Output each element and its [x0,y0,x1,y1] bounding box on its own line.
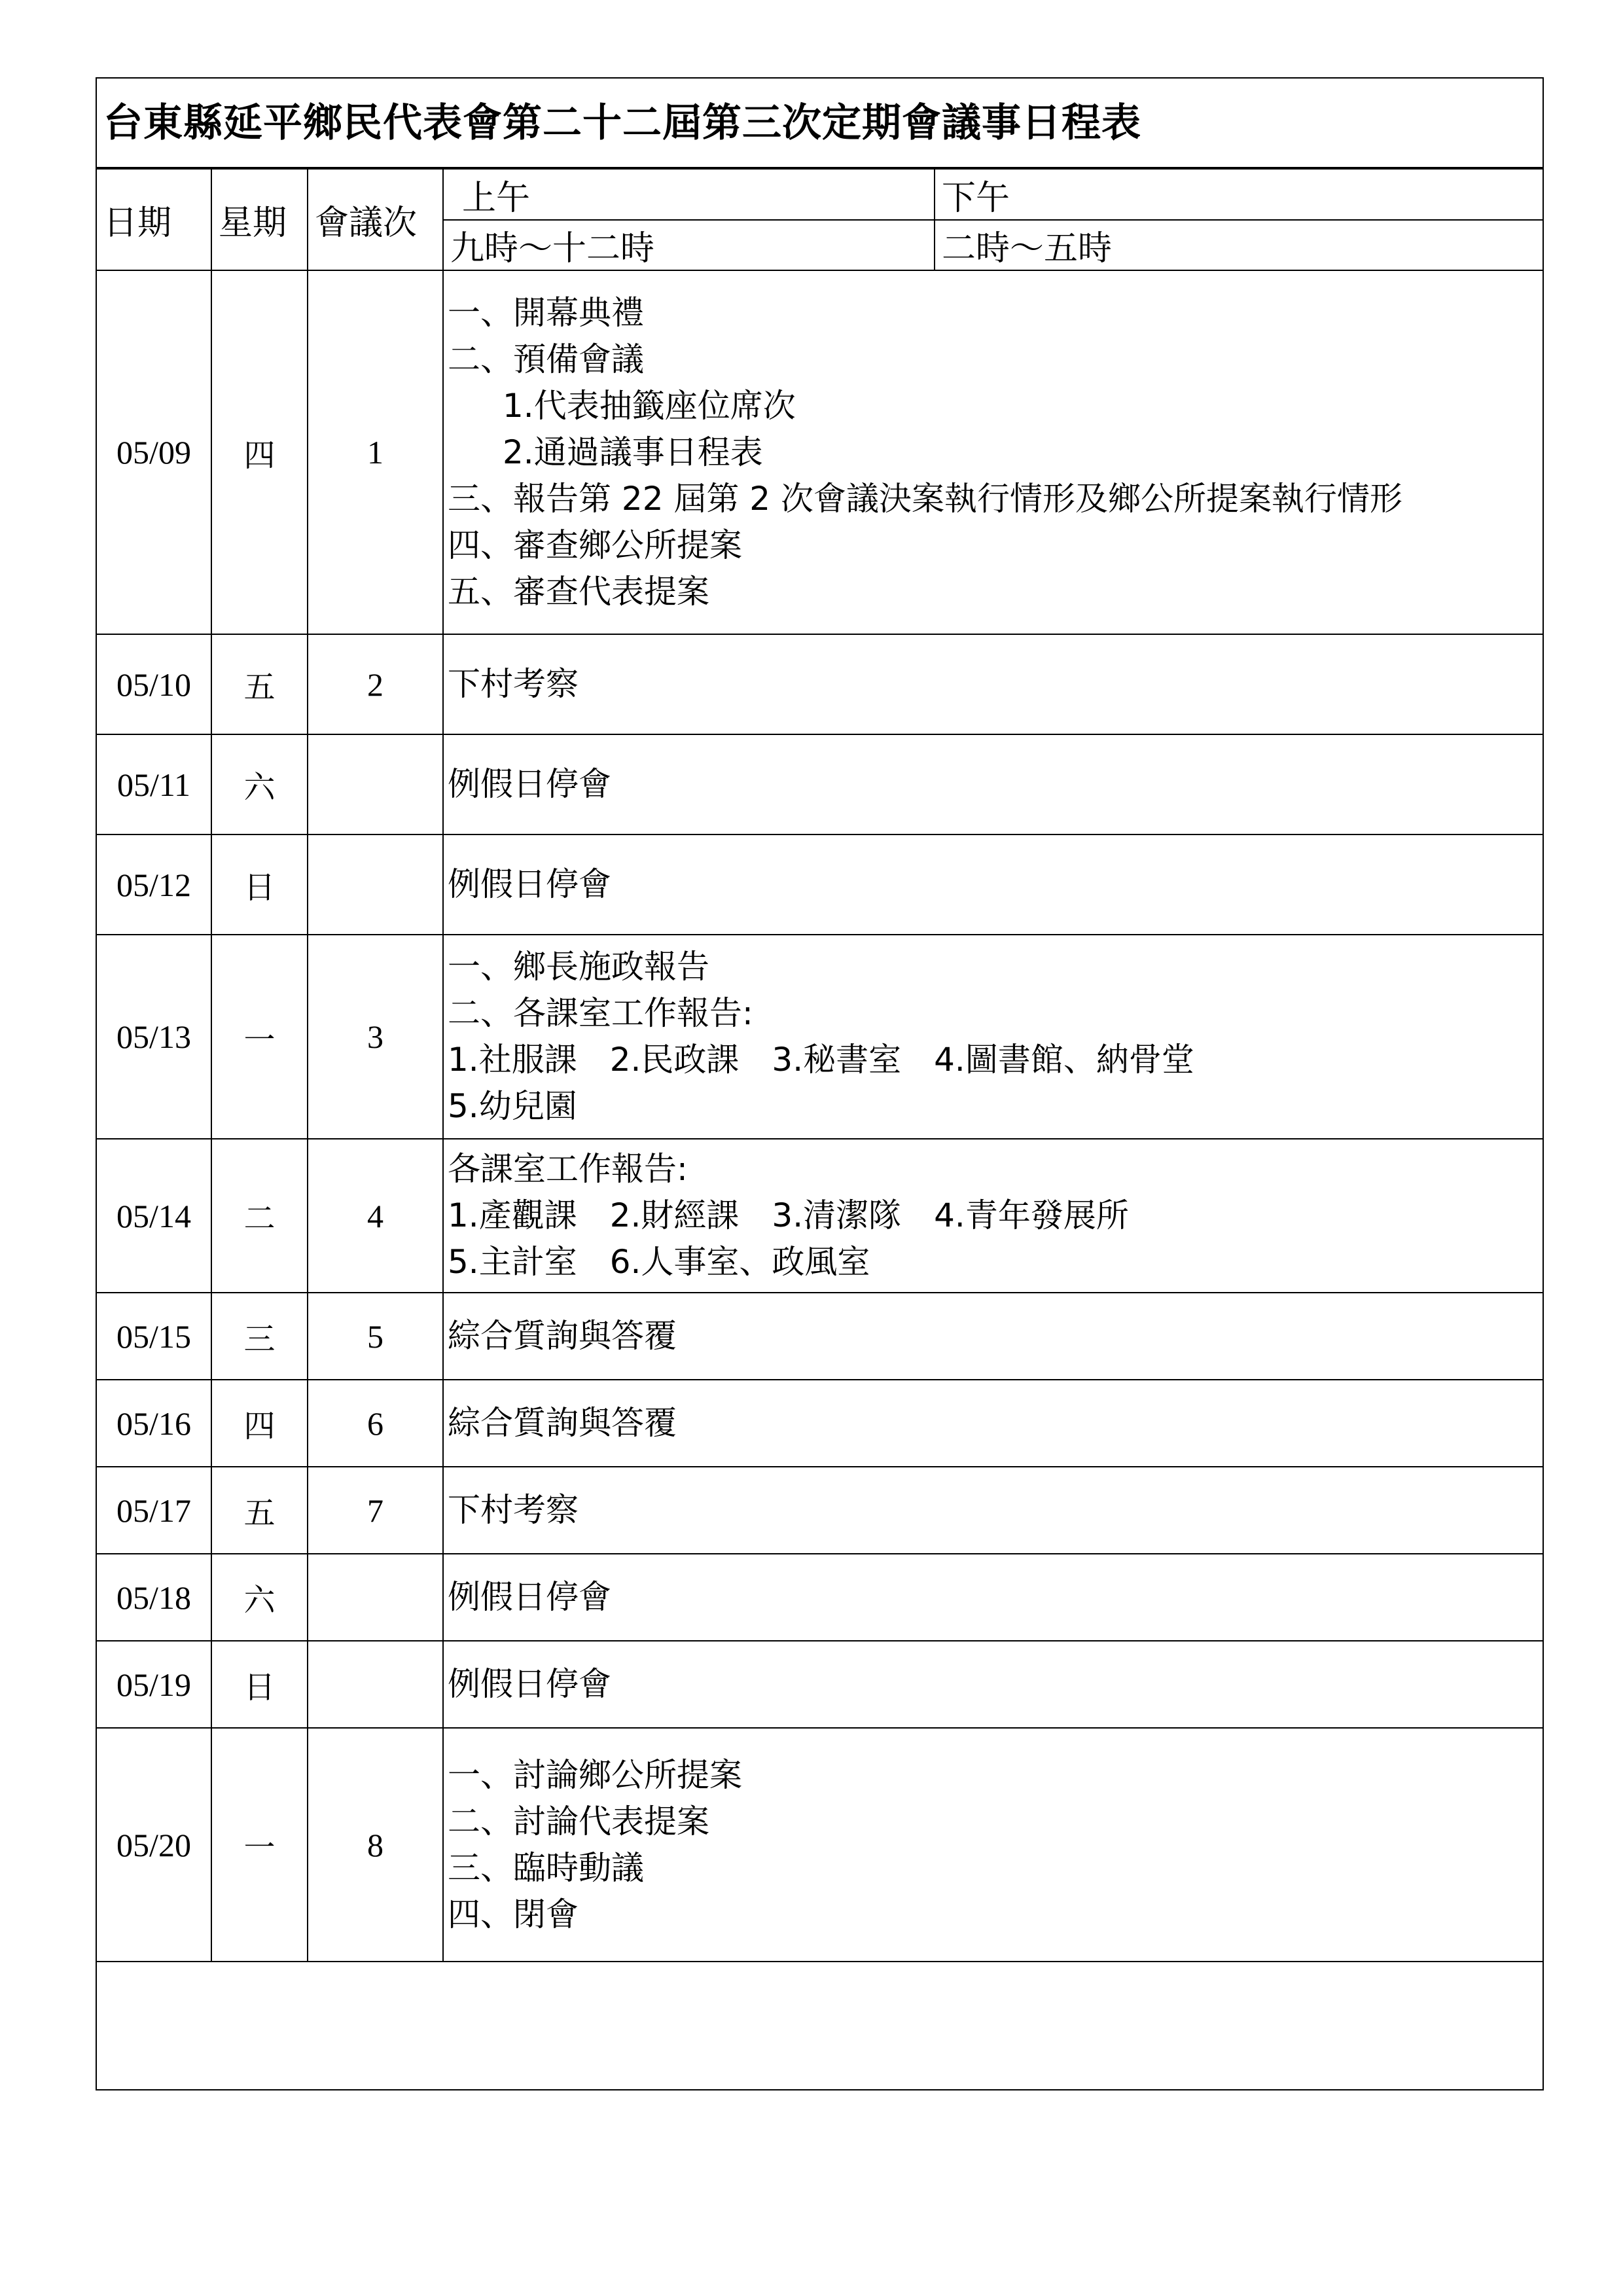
row-session: 3 [308,935,443,1139]
row-date: 05/16 [97,1380,211,1467]
row-agenda [443,935,1543,1139]
row-agenda [443,1467,1543,1554]
header-afternoon-time: 二時～五時 [935,220,1543,270]
row-weekday: 日 [211,834,308,935]
row-date: 05/20 [97,1728,211,1962]
row-date: 05/11 [97,734,211,834]
row-session [308,1554,443,1641]
agenda-line: 二、各課室工作報告: [448,994,753,1032]
row-date: 05/18 [97,1554,211,1641]
header-session: 會議次 [308,169,443,270]
agenda-line: 綜合質詢與答覆 [448,1404,677,1442]
table-row [97,1467,1543,1554]
row-weekday: 日 [211,1641,308,1728]
table-row [97,1139,1543,1293]
row-date: 05/09 [97,270,211,634]
row-session: 2 [308,634,443,734]
header-afternoon: 下午 [935,169,1543,220]
agenda-line: 一、討論鄉公所提案 [448,1755,742,1794]
row-weekday: 四 [211,1380,308,1467]
row-weekday: 四 [211,270,308,634]
agenda-line: 一、鄉長施政報告 [448,948,709,986]
agenda-line: 5.幼兒園 [448,1087,577,1125]
table-row [97,834,1543,935]
agenda-line: 例假日停會 [448,1665,611,1703]
row-session: 8 [308,1728,443,1962]
row-agenda [443,1293,1543,1380]
row-agenda [443,1554,1543,1641]
row-weekday: 二 [211,1139,308,1293]
agenda-line: 三、臨時動議 [448,1848,644,1887]
agenda-line: 例假日停會 [448,865,611,903]
row-weekday: 五 [211,1467,308,1554]
notes-row [97,1962,1543,2079]
agenda-line: 二、預備會議 [448,340,644,378]
row-session: 1 [308,270,443,634]
table-row [97,1293,1543,1380]
row-agenda [443,734,1543,834]
table-row [97,1641,1543,1728]
row-agenda [443,270,1543,634]
schedule-table [97,168,1543,2079]
row-session: 6 [308,1380,443,1467]
agenda-line: 例假日停會 [448,1578,611,1616]
table-row [97,935,1543,1139]
row-session [308,834,443,935]
table-row [97,1728,1543,1962]
row-session: 5 [308,1293,443,1380]
header-row [97,169,1543,220]
table-row [97,734,1543,834]
agenda-line: 四、審查鄉公所提案 [448,526,742,564]
agenda-line: 五、審查代表提案 [448,572,709,611]
agenda-line: 1.社服課 2.民政課 3.秘書室 4.圖書館、納骨堂 [448,1041,1194,1079]
row-weekday: 三 [211,1293,308,1380]
header-date: 日期 [97,169,211,270]
agenda-line: 5.主計室 6.人事室、政風室 [448,1243,870,1281]
row-session [308,734,443,834]
document-title: 台東縣延平鄉民代表會第二十二屆第三次定期會議事日程表 [97,79,1543,168]
schedule-document [96,77,1544,2090]
agenda-line: 綜合質詢與答覆 [448,1317,677,1355]
row-agenda [443,1139,1543,1293]
row-agenda [443,1641,1543,1728]
row-agenda [443,1380,1543,1467]
row-agenda [443,1728,1543,1962]
agenda-line: 下村考察 [448,665,579,703]
table-row [97,1380,1543,1467]
agenda-line: 四、閉會 [448,1895,579,1933]
agenda-line: 例假日停會 [448,765,611,803]
row-session [308,1641,443,1728]
header-weekday: 星期 [211,169,308,270]
agenda-line: 三、報告第 22 屆第 2 次會議決案執行情形及鄉公所提案執行情形 [448,479,1403,518]
row-weekday: 一 [211,935,308,1139]
agenda-line: 1.代表抽籤座位席次 [503,386,796,425]
row-date: 05/19 [97,1641,211,1728]
header-morning-time: 九時～十二時 [443,220,935,270]
row-weekday: 六 [211,734,308,834]
row-date: 05/13 [97,935,211,1139]
table-row [97,270,1543,634]
agenda-line: 1.產觀課 2.財經課 3.清潔隊 4.青年發展所 [448,1196,1129,1234]
table-row [97,634,1543,734]
row-date: 05/15 [97,1293,211,1380]
agenda-line: 二、討論代表提案 [448,1802,709,1840]
row-agenda [443,634,1543,734]
agenda-line: 各課室工作報告: [448,1150,688,1188]
agenda-line: 一、開幕典禮 [448,293,644,332]
row-date: 05/10 [97,634,211,734]
row-date: 05/17 [97,1467,211,1554]
table-row [97,1554,1543,1641]
row-date: 05/12 [97,834,211,935]
blank-notes-cell [97,1962,1543,2079]
row-session: 7 [308,1467,443,1554]
row-date: 05/14 [97,1139,211,1293]
agenda-line: 下村考察 [448,1491,579,1529]
row-session: 4 [308,1139,443,1293]
row-agenda [443,834,1543,935]
agenda-line: 2.通過議事日程表 [503,433,763,471]
row-weekday: 六 [211,1554,308,1641]
row-weekday: 一 [211,1728,308,1962]
header-morning: 上午 [443,169,935,220]
row-weekday: 五 [211,634,308,734]
